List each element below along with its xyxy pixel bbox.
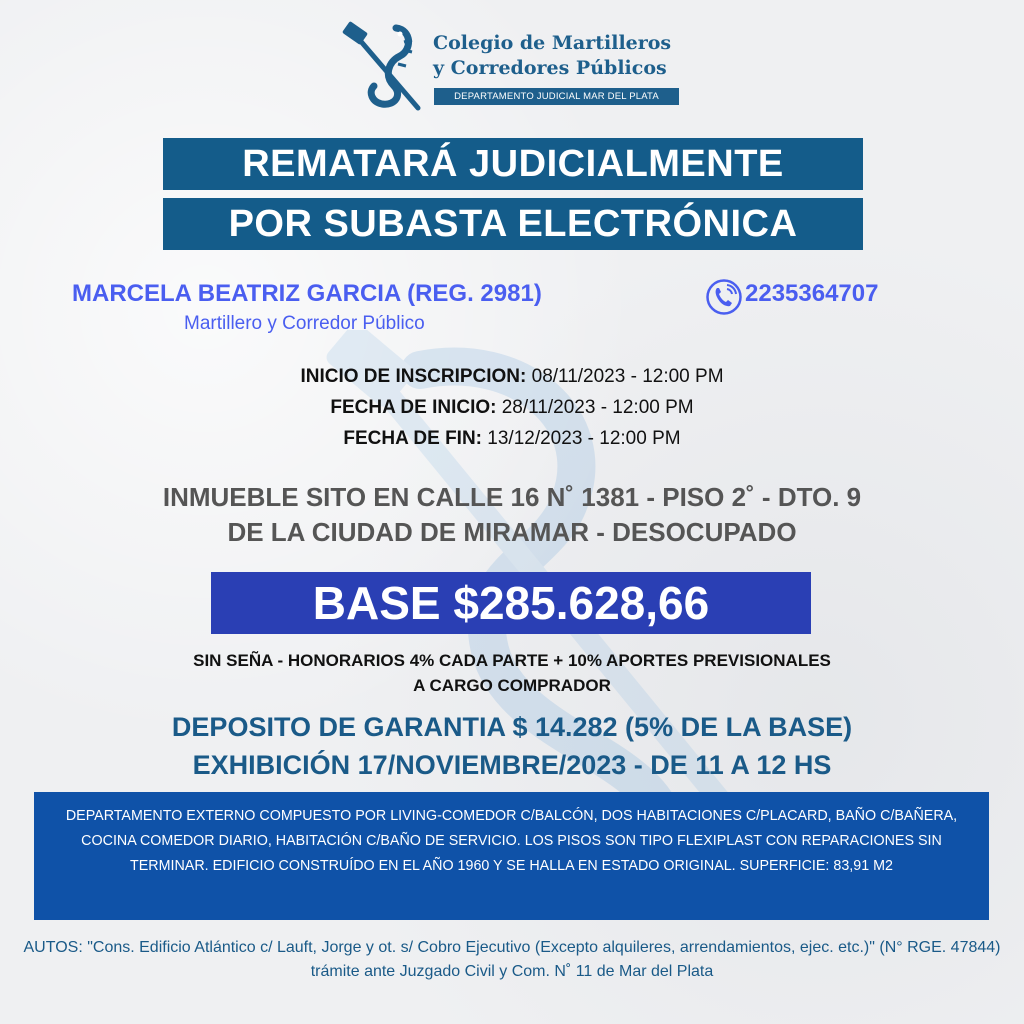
org-name-line1: Colegio de Martilleros <box>433 32 672 54</box>
property-description: DEPARTAMENTO EXTERNO COMPUESTO POR LIVING-COMEDOR C/BALCÓN, DOS HABITACIONES C/PLACARD, BAÑO C/BAÑERA, COCINA COMEDOR DIARIO, HABITACIÓN C/BAÑO DE SERVICIO. LOS PISOS SON TIPO FLEXIPLAST CON REPARACIONES SIN TERMINAR. EDIFICIO CONSTRUÍDO EN EL AÑO 1960 Y SE HALLA EN ESTADO ORIGINAL. SUPERFICIE: 83,91 M2 <box>34 792 989 920</box>
fees-line1: SIN SEÑA - HONORARIOS 4% CADA PARTE + 10% APORTES PREVISIONALES <box>193 651 831 670</box>
auctioneer-name: MARCELA BEATRIZ GARCIA (REG. 2981) <box>72 280 542 307</box>
property-address-line2: DE LA CIUDAD DE MIRAMAR - DESOCUPADO <box>227 517 797 547</box>
exhibition-date: EXHIBICIÓN 17/NOVIEMBRE/2023 - DE 11 A 12 HS <box>192 750 832 780</box>
phone-number: 2235364707 <box>745 280 879 307</box>
fees-line2: A CARGO COMPRADOR <box>413 676 611 695</box>
deposit-guarantee: DEPOSITO DE GARANTIA $ 14.282 (5% DE LA BASE) <box>171 712 853 742</box>
title-line2: POR SUBASTA ELECTRÓNICA <box>163 198 863 250</box>
phone-icon <box>705 278 743 316</box>
title-line1: REMATARÁ JUDICIALMENTE <box>163 138 863 190</box>
org-department-badge: DEPARTAMENTO JUDICIAL MAR DEL PLATA <box>434 88 679 105</box>
seahorse-gavel-logo-icon <box>338 20 430 112</box>
date-fin: FECHA DE FIN: 13/12/2023 - 12:00 PM <box>343 428 681 449</box>
org-name-line2: y Corredores Públicos <box>433 57 667 79</box>
base-price: BASE $285.628,66 <box>211 572 811 634</box>
case-reference: AUTOS: "Cons. Edificio Atlántico c/ Lauft, Jorge y ot. s/ Cobro Ejecutivo (Excepto alquileres, arrendamientos, ejec. etc.)" (N° RGE. 47844) trámite ante Juzgado Civil y Com. N˚ 11 de Mar del Plata <box>23 939 1001 980</box>
date-inscripcion: INICIO DE INSCRIPCION: 08/11/2023 - 12:00 PM <box>300 366 724 387</box>
date-inicio: FECHA DE INICIO: 28/11/2023 - 12:00 PM <box>330 397 694 418</box>
property-address-line1: INMUEBLE SITO EN CALLE 16 N˚ 1381 - PISO 2˚ - DTO. 9 <box>162 482 862 512</box>
auctioneer-role: Martillero y Corredor Público <box>184 313 425 334</box>
